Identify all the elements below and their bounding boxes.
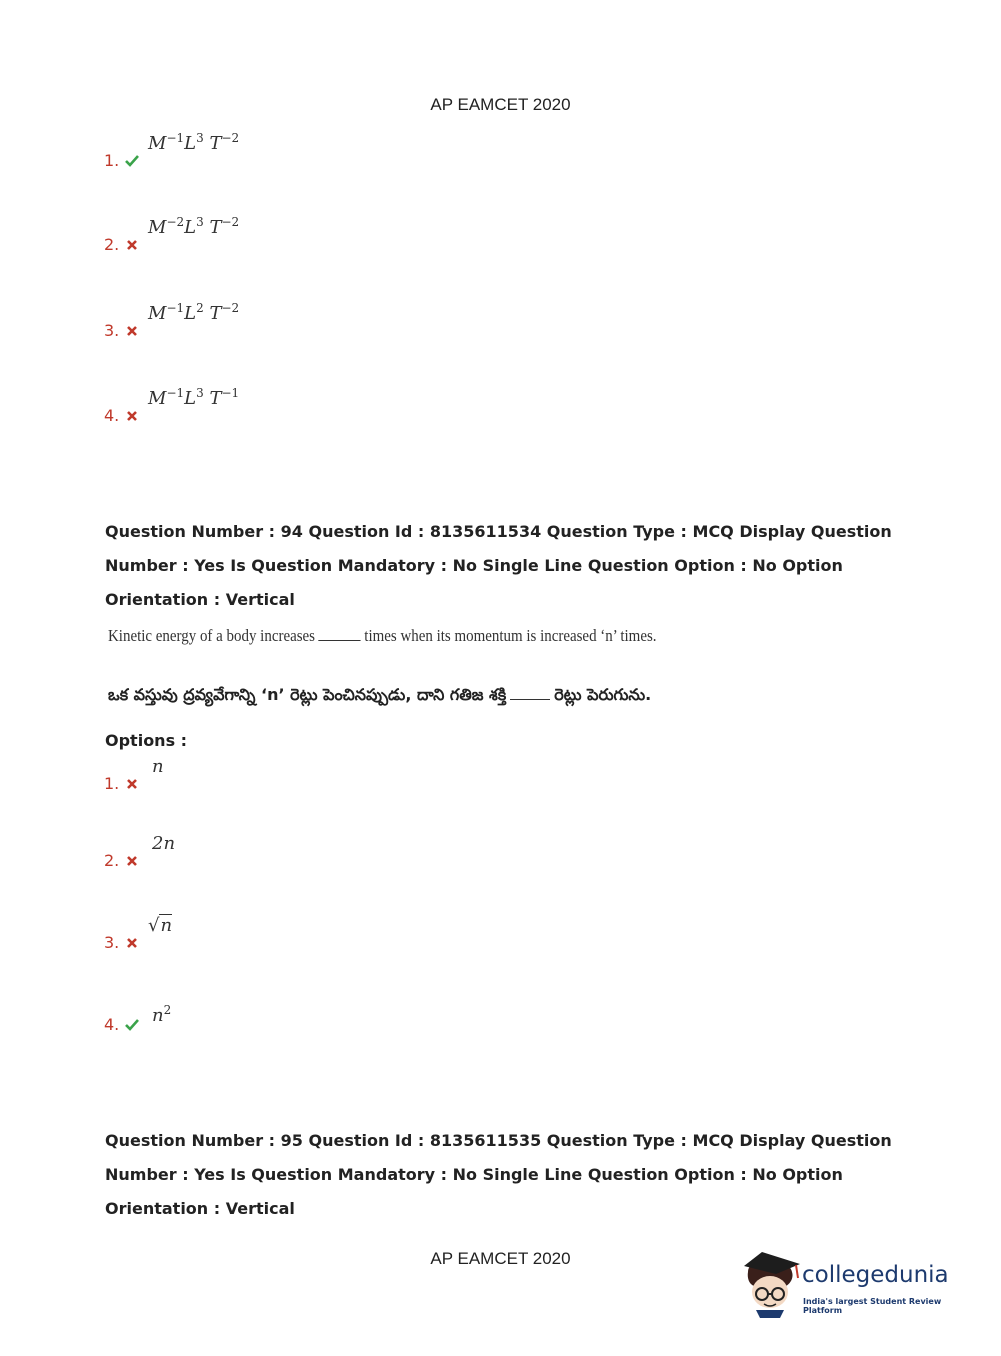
page-header-title: AP EAMCET 2020	[430, 95, 571, 114]
option-expression: 2n	[152, 833, 176, 854]
meta-line: Question Number : 95 Question Id : 8135611535 Question Type : MCQ Display Question	[105, 1131, 892, 1150]
cross-icon	[125, 238, 139, 252]
q94-question-text-english: Kinetic energy of a body increases times when its momentum is increased ‘n’ times.	[108, 626, 657, 645]
option-number: 2.	[104, 851, 120, 870]
option-expression: n	[152, 756, 164, 777]
option-expression: √ n	[148, 915, 173, 936]
check-icon	[125, 154, 139, 168]
meta-line: Number : Yes Is Question Mandatory : No Single Line Question Option : No Option	[105, 1165, 843, 1184]
mascot-icon	[740, 1248, 802, 1320]
option-number: 3.	[104, 933, 120, 952]
option-expression: $M^{-2}L^3$ $T^{-2}$	[148, 215, 240, 238]
options-label: Options :	[105, 731, 188, 750]
cross-icon	[125, 936, 139, 950]
q94-metadata	[105, 515, 905, 617]
cross-icon	[125, 409, 139, 423]
check-icon	[125, 1018, 139, 1032]
q95-metadata	[105, 1124, 905, 1226]
cross-icon	[125, 324, 139, 338]
option-expression: $M^{-1}L^3$ $T^{-1}$	[148, 386, 240, 409]
option-number: 3.	[104, 321, 120, 340]
cross-icon	[125, 854, 139, 868]
option-number: 2.	[104, 235, 120, 254]
cross-icon	[125, 777, 139, 791]
option-expression: $M^{-1}L^3$ $T^{-2}$	[148, 131, 240, 154]
option-expression: $n^2$	[152, 1003, 172, 1026]
option-number: 1.	[104, 151, 120, 170]
option-number: 4.	[104, 406, 120, 425]
meta-line: Number : Yes Is Question Mandatory : No Single Line Question Option : No Option	[105, 556, 843, 575]
collegedunia-logo[interactable]	[740, 1248, 980, 1320]
answer-blank	[319, 640, 361, 641]
logo-tagline: India's largest Student Review Platform	[803, 1297, 942, 1315]
meta-line: Question Number : 94 Question Id : 8135611534 Question Type : MCQ Display Question	[105, 522, 892, 541]
option-number: 1.	[104, 774, 120, 793]
meta-line: Orientation : Vertical	[105, 590, 295, 609]
page-footer-title: AP EAMCET 2020	[430, 1249, 571, 1268]
logo-brand-text: collegedunia	[802, 1262, 949, 1288]
option-number: 4.	[104, 1015, 120, 1034]
option-expression: $M^{-1}L^2$ $T^{-2}$	[148, 301, 240, 324]
meta-line: Orientation : Vertical	[105, 1199, 295, 1218]
answer-blank	[510, 699, 550, 700]
q94-question-text-telugu: ఒక వస్తువు ద్రవ్యవేగాన్ని ‘n’ రెట్లు పెంచినప్పుడు, దాని గతిజ శక్తి రెట్లు పెరుగును.	[108, 685, 652, 704]
